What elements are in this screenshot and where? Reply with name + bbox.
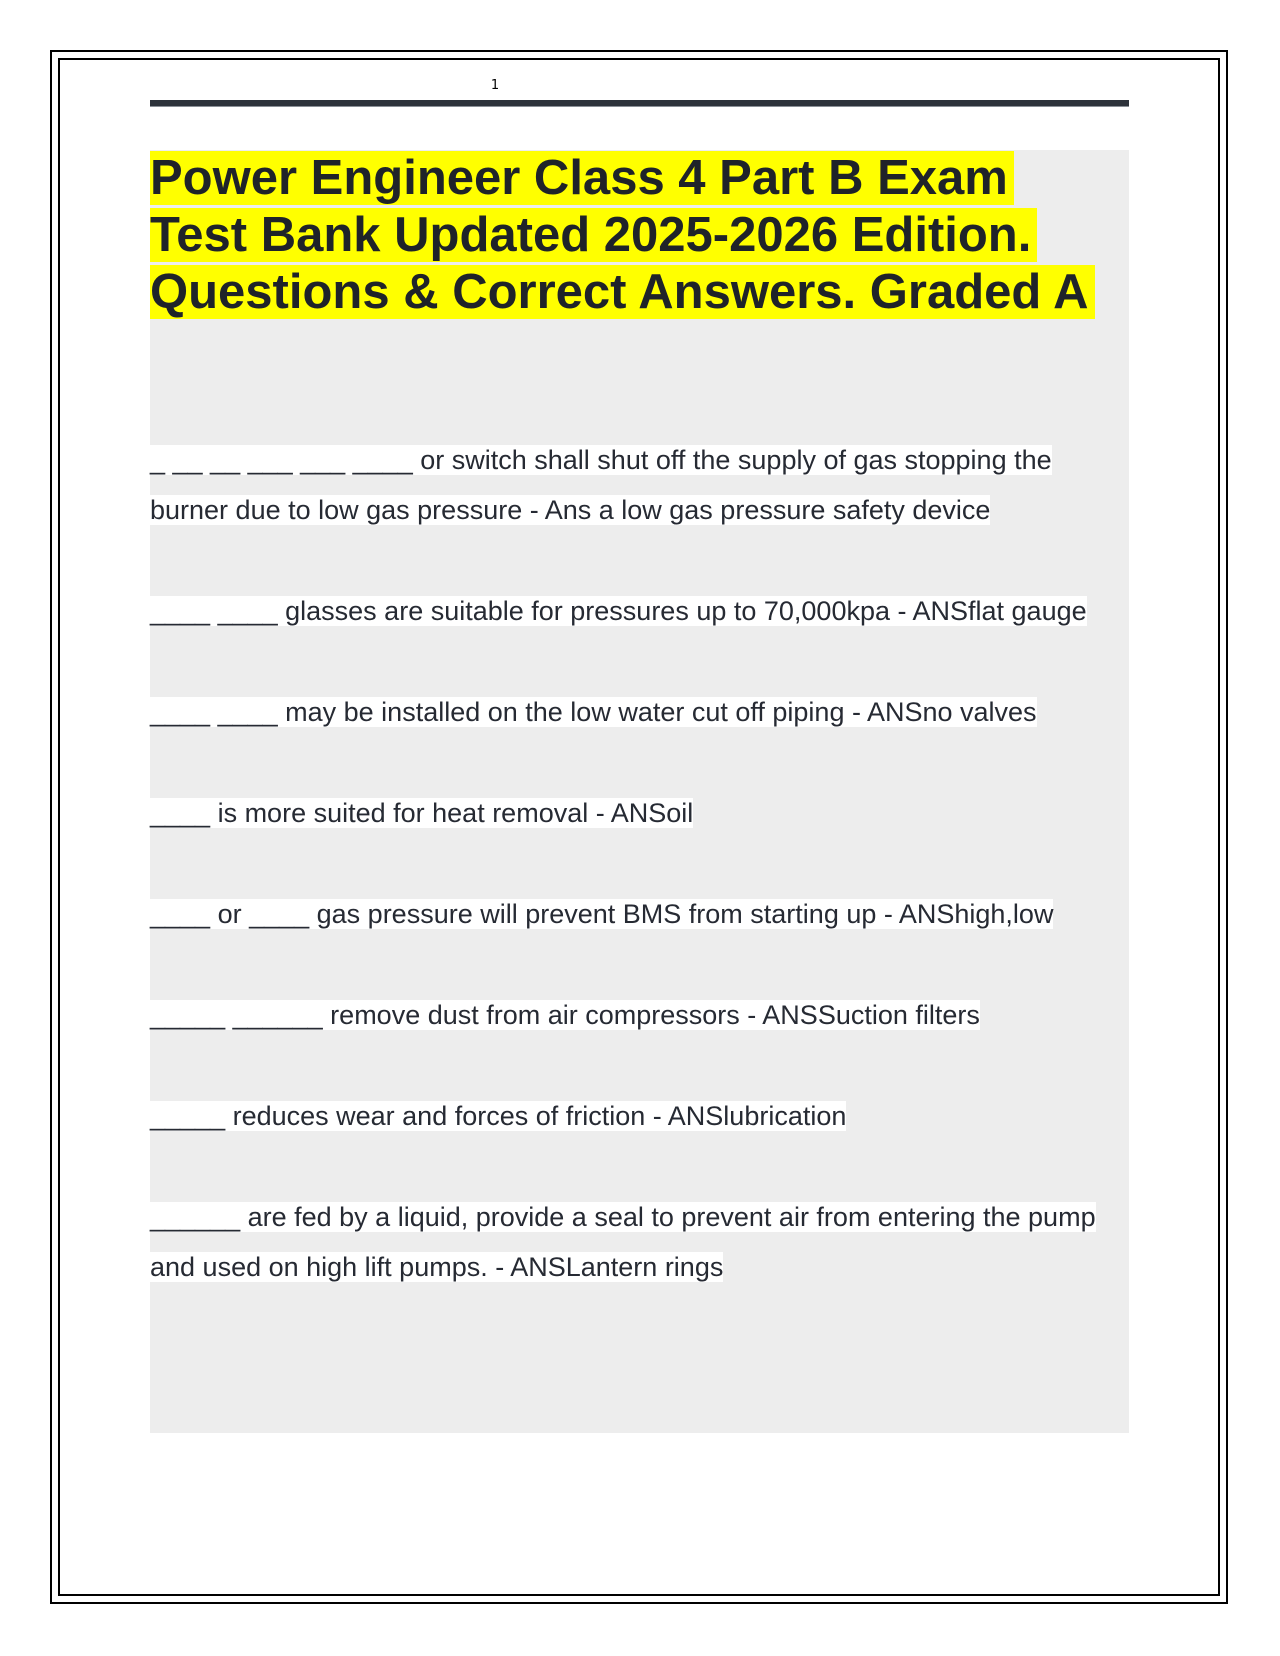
title-line xyxy=(150,150,1129,207)
page-number: 1 xyxy=(490,78,500,93)
header-rule xyxy=(150,100,1129,106)
question-answer-item xyxy=(150,990,1129,1040)
title-line xyxy=(150,207,1129,264)
question-answer-item xyxy=(150,435,1129,535)
title-line-text: Power Engineer Class 4 Part B Exam xyxy=(150,151,1014,205)
document-title xyxy=(150,150,1129,321)
question-answer-text: ____ or ____ gas pressure will prevent BMS from starting up - ANShigh,low xyxy=(150,899,1054,929)
title-line-text: Test Bank Updated 2025-2026 Edition. xyxy=(150,208,1037,262)
question-answer-item xyxy=(150,1192,1129,1292)
question-answer-text: _____ reduces wear and forces of friction - ANSlubrication xyxy=(150,1101,847,1131)
question-answer-item xyxy=(150,788,1129,838)
question-answer-text: ______ are fed by a liquid, provide a seal to prevent air from entering the pump and used on high lift pumps. - ANSLantern rings xyxy=(150,1202,1096,1282)
question-answer-text: ____ ____ may be installed on the low water cut off piping - ANSno valves xyxy=(150,697,1037,727)
title-line-text: Questions & Correct Answers. Graded A xyxy=(150,265,1095,319)
question-answer-text: _ __ __ ___ ___ ____ or switch shall shut off the supply of gas stopping the burner due to low gas pressure - Ans a low gas pressure safety device xyxy=(150,445,1052,525)
question-answer-text: ____ is more suited for heat removal - ANSoil xyxy=(150,798,694,828)
question-answer-text: _____ ______ remove dust from air compressors - ANSSuction filters xyxy=(150,1000,980,1030)
question-answer-text: ____ ____ glasses are suitable for pressures up to 70,000kpa - ANSflat gauge xyxy=(150,596,1087,626)
question-answer-item xyxy=(150,1091,1129,1141)
question-answer-item xyxy=(150,889,1129,939)
question-answer-item xyxy=(150,586,1129,636)
question-answer-list xyxy=(150,435,1129,1292)
document-body xyxy=(150,150,1129,1433)
title-line xyxy=(150,264,1129,321)
question-answer-item xyxy=(150,687,1129,737)
